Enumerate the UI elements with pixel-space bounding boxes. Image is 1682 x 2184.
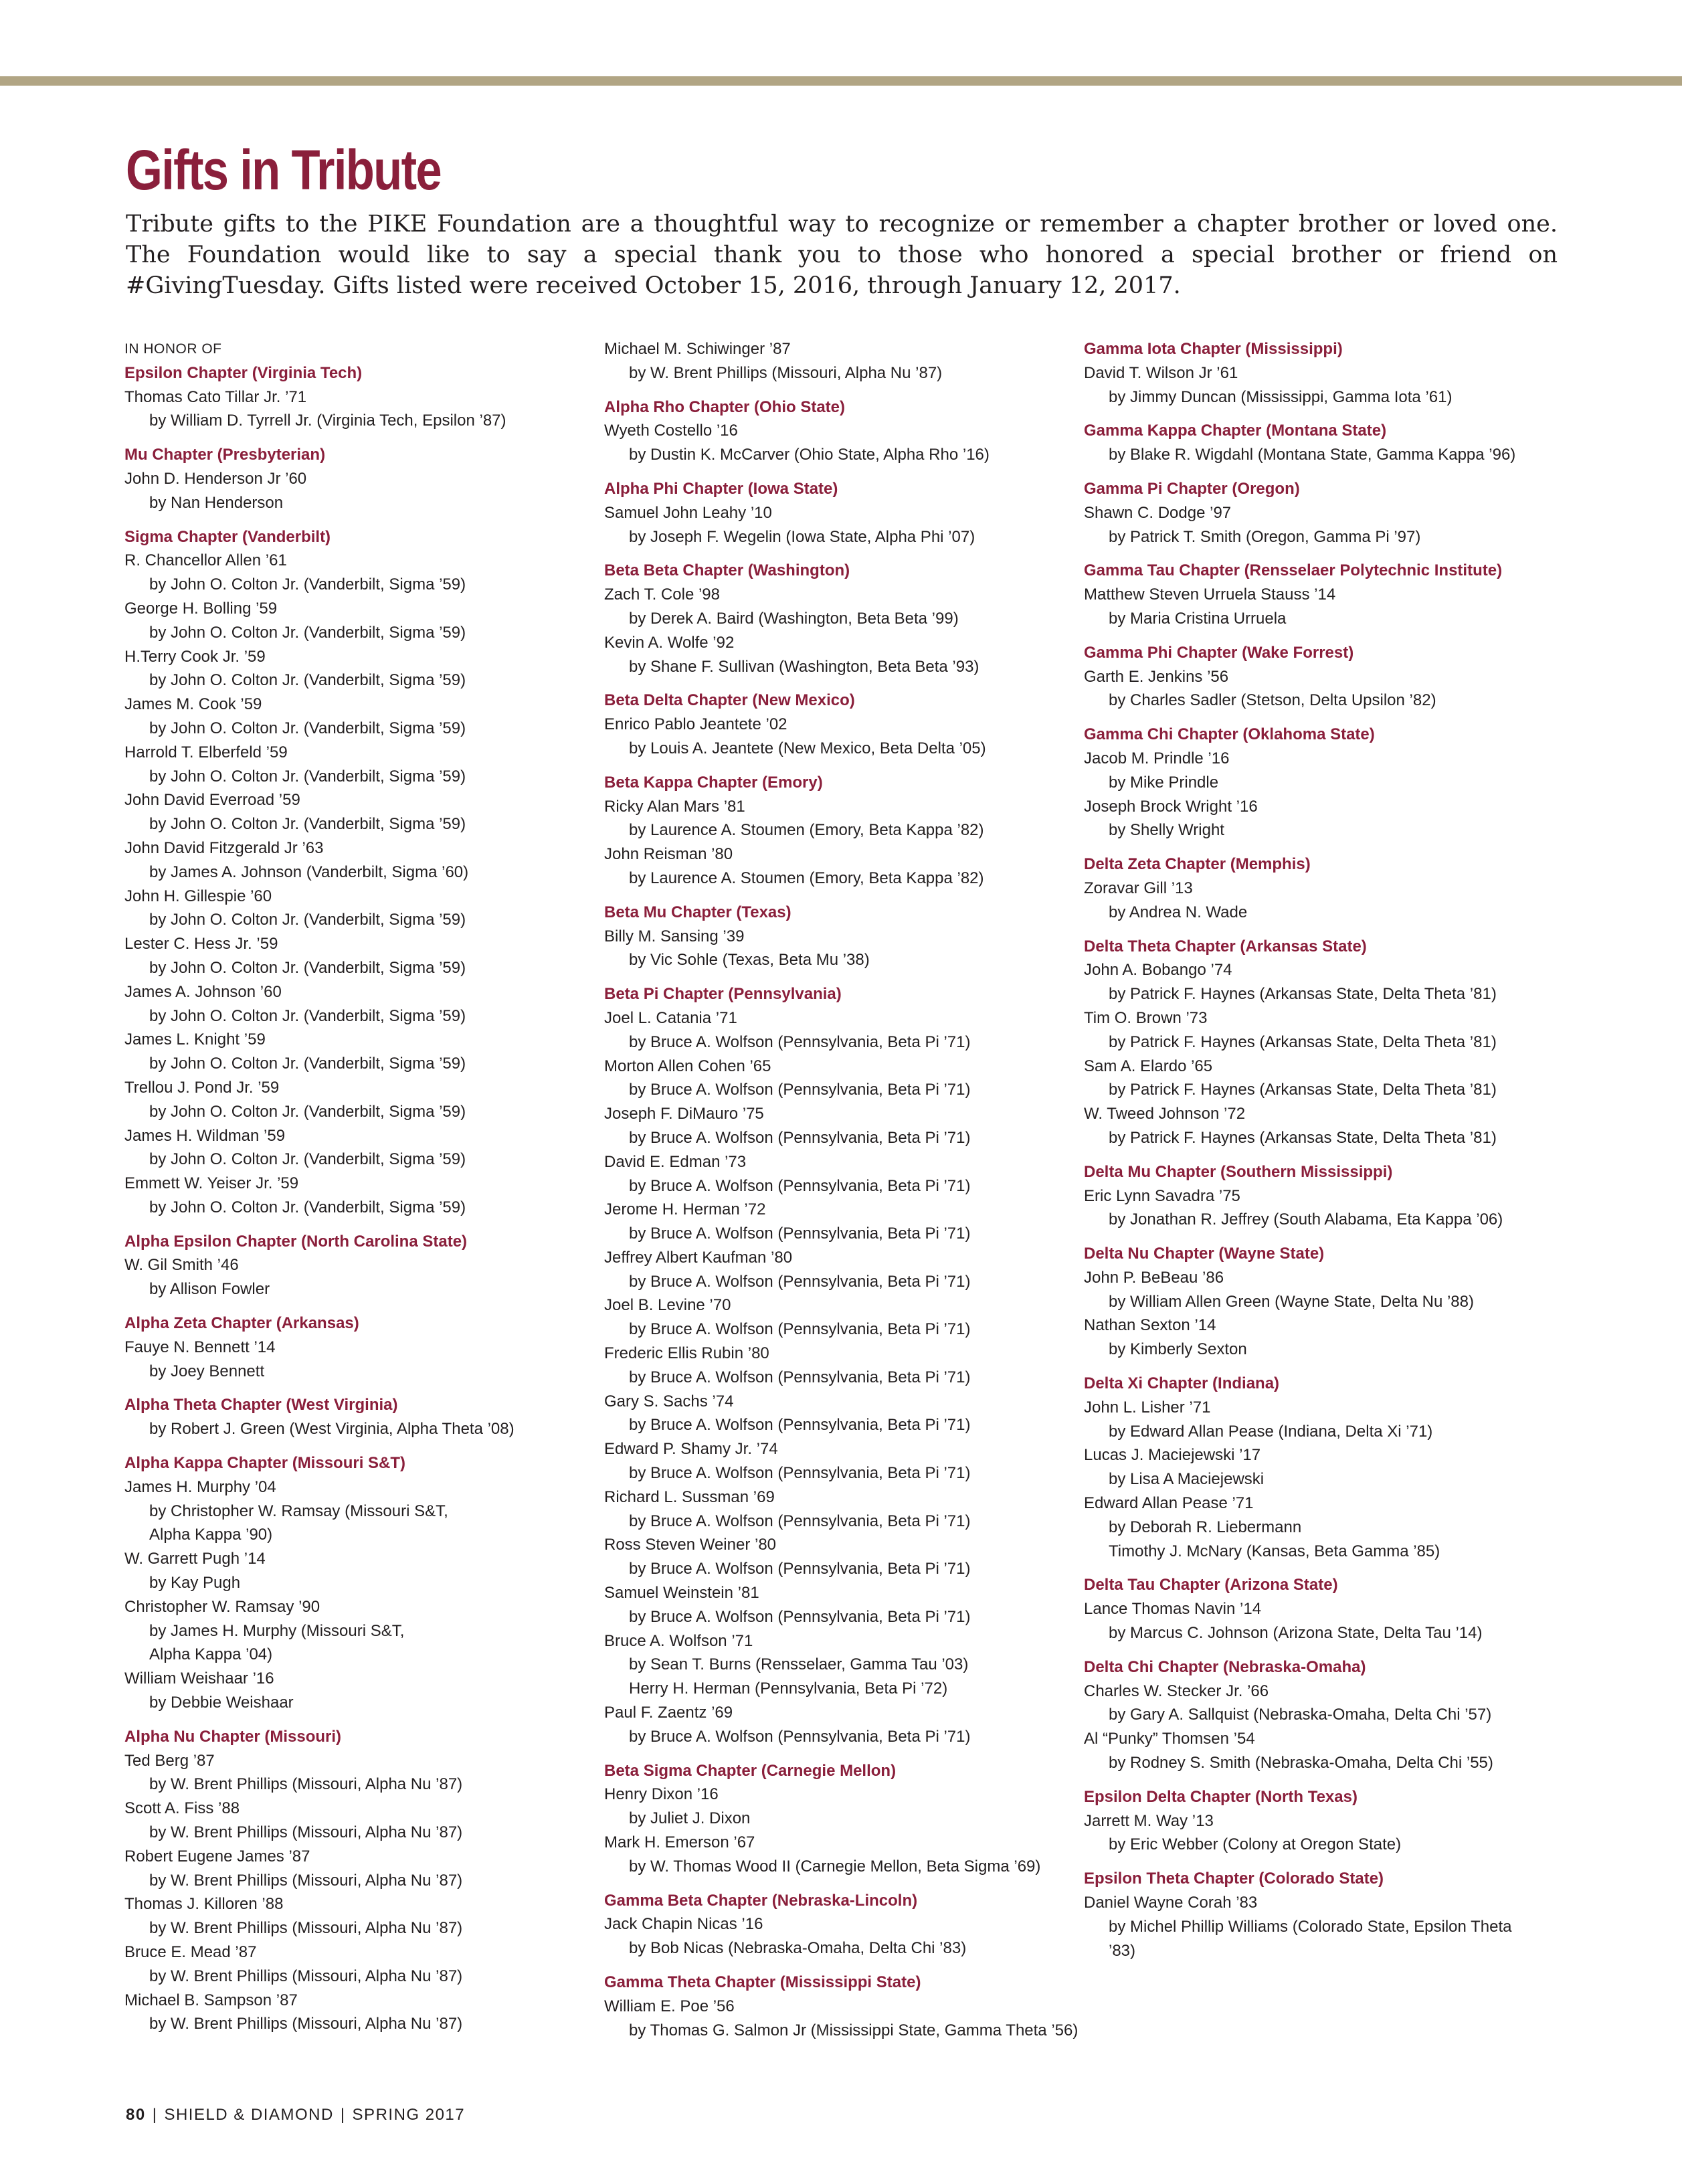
donor-line: by Laurence A. Stoumen (Emory, Beta Kappa ’82)	[629, 821, 984, 840]
honoree-name: Emmett W. Yeiser Jr. ’59	[124, 1174, 299, 1193]
donor-line: by Patrick F. Haynes (Arkansas State, Delta Theta ’81)	[1109, 1032, 1497, 1051]
chapter-section	[1084, 559, 1552, 630]
donor-line: by Nan Henderson	[149, 493, 284, 512]
honoree-name: Zoravar Gill ’13	[1084, 879, 1193, 897]
honoree-name: Joseph Brock Wright ’16	[1084, 797, 1258, 816]
donor-continuation: ’83)	[1109, 1941, 1136, 1960]
donor-line: by Maria Cristina Urruela	[1109, 609, 1287, 628]
chapter-section	[604, 689, 1072, 760]
chapter-heading: Sigma Chapter (Vanderbilt)	[124, 527, 331, 546]
donor-line: by John O. Colton Jr. (Vanderbilt, Sigma ’59)	[149, 575, 466, 594]
chapter-heading: Delta Nu Chapter (Wayne State)	[1084, 1245, 1325, 1263]
donor-line: by James H. Murphy (Missouri S&T,	[149, 1621, 405, 1640]
donor-continuation: Alpha Kappa ’04)	[149, 1645, 273, 1664]
donor-line: by John O. Colton Jr. (Vanderbilt, Sigma ’59)	[149, 623, 466, 642]
chapter-section	[604, 559, 1072, 678]
donor-line: by Blake R. Wigdahl (Montana State, Gamma Kappa ’96)	[1109, 446, 1516, 464]
donor-line: by Bruce A. Wolfson (Pennsylvania, Beta Pi ’71)	[629, 1512, 971, 1530]
honoree-name: James M. Cook ’59	[124, 695, 262, 714]
honoree-name: John L. Lisher ’71	[1084, 1398, 1211, 1417]
donor-line: by Allison Fowler	[149, 1280, 270, 1299]
donor-line: by Louis A. Jeantete (New Mexico, Beta Delta ’05)	[629, 739, 986, 757]
honoree-name: Richard L. Sussman ’69	[604, 1487, 775, 1506]
donor-line: by W. Thomas Wood II (Carnegie Mellon, Beta Sigma ’69)	[629, 1857, 1041, 1876]
honoree-name: H.Terry Cook Jr. ’59	[124, 647, 266, 666]
donor-line: by W. Brent Phillips (Missouri, Alpha Nu ’87)	[629, 363, 943, 382]
chapter-section	[1084, 477, 1552, 549]
donor-line: by Robert J. Green (West Virginia, Alpha Theta ’08)	[149, 1420, 515, 1439]
honoree-name: Bruce E. Mead ’87	[124, 1943, 257, 1961]
honoree-name: Al “Punky” Thomsen ’54	[1084, 1730, 1255, 1748]
honoree-name: William Weishaar ’16	[124, 1669, 274, 1688]
chapter-heading: Delta Mu Chapter (Southern Mississippi)	[1084, 1162, 1393, 1181]
honoree-name: W. Gil Smith ’46	[124, 1256, 239, 1275]
honoree-name: Joel B. Levine ’70	[604, 1296, 731, 1315]
chapter-heading: Alpha Kappa Chapter (Missouri S&T)	[124, 1454, 406, 1473]
chapter-heading: Alpha Phi Chapter (Iowa State)	[604, 479, 838, 498]
honoree-name: Matthew Steven Urruela Stauss ’14	[1084, 585, 1336, 604]
chapter-section	[604, 395, 1072, 467]
chapter-heading: Beta Mu Chapter (Texas)	[604, 903, 791, 921]
footer-separator: |	[340, 2106, 346, 2124]
honoree-name: John H. Gillespie ’60	[124, 887, 272, 905]
honoree-name: John P. BeBeau ’86	[1084, 1268, 1224, 1287]
chapter-heading: Alpha Rho Chapter (Ohio State)	[604, 397, 845, 416]
chapter-section	[1084, 1372, 1552, 1563]
chapter-heading: Alpha Epsilon Chapter (North Carolina State)	[124, 1232, 468, 1251]
honoree-name: Michael B. Sampson ’87	[124, 1991, 298, 2009]
chapter-section	[1084, 1785, 1552, 1857]
chapter-section	[1084, 935, 1552, 1150]
honoree-name: Paul F. Zaentz ’69	[604, 1704, 733, 1722]
chapter-heading: Beta Sigma Chapter (Carnegie Mellon)	[604, 1761, 897, 1780]
honoree-name: Henry Dixon ’16	[604, 1785, 719, 1804]
donor-line: by Lisa A Maciejewski	[1109, 1470, 1265, 1489]
chapter-section	[124, 1393, 593, 1441]
honoree-name: W. Tweed Johnson ’72	[1084, 1105, 1246, 1123]
donor-continuation: Herry H. Herman (Pennsylvania, Beta Pi ’72)	[629, 1679, 948, 1698]
donor-line: by John O. Colton Jr. (Vanderbilt, Sigma ’59)	[149, 1150, 466, 1169]
honoree-name: Charles W. Stecker Jr. ’66	[1084, 1681, 1269, 1700]
honoree-name: Fauye N. Bennett ’14	[124, 1338, 276, 1356]
donor-line: by John O. Colton Jr. (Vanderbilt, Sigma ’59)	[149, 1055, 466, 1073]
chapter-heading: Delta Zeta Chapter (Memphis)	[1084, 855, 1311, 874]
honoree-name: William E. Poe ’56	[604, 1997, 735, 2015]
chapter-section	[604, 771, 1072, 891]
chapter-heading: Gamma Tau Chapter (Rensselaer Polytechnic Institute)	[1084, 561, 1503, 580]
honoree-name: James H. Murphy ’04	[124, 1477, 276, 1496]
honoree-name: R. Chancellor Allen ’61	[124, 551, 287, 570]
chapter-section	[604, 901, 1072, 972]
honoree-name: Jacob M. Prindle ’16	[1084, 749, 1230, 767]
donor-line: by John O. Colton Jr. (Vanderbilt, Sigma ’59)	[149, 671, 466, 690]
donor-line: by Bob Nicas (Nebraska-Omaha, Delta Chi ’83)	[629, 1939, 967, 1958]
donor-line: by Derek A. Baird (Washington, Beta Beta ’99)	[629, 609, 959, 628]
chapter-heading: Mu Chapter (Presbyterian)	[124, 446, 326, 464]
donor-line: by Kimberly Sexton	[1109, 1340, 1247, 1359]
donor-line: by John O. Colton Jr. (Vanderbilt, Sigma ’59)	[149, 719, 466, 737]
honoree-name: Daniel Wayne Corah ’83	[1084, 1894, 1258, 1912]
honoree-name: Gary S. Sachs ’74	[604, 1392, 734, 1410]
chapter-heading: Gamma Chi Chapter (Oklahoma State)	[1084, 725, 1375, 744]
honoree-name: Jarrett M. Way ’13	[1084, 1811, 1214, 1830]
honoree-name: Eric Lynn Savadra ’75	[1084, 1186, 1240, 1205]
donor-line: by John O. Colton Jr. (Vanderbilt, Sigma ’59)	[149, 911, 466, 929]
chapter-section	[1084, 1867, 1552, 1963]
honoree-name: Thomas Cato Tillar Jr. ’71	[124, 387, 307, 406]
donor-line: by William D. Tyrrell Jr. (Virginia Tech, Epsilon ’87)	[149, 412, 506, 430]
honoree-name: Thomas J. Killoren ’88	[124, 1895, 284, 1914]
publication-name: SHIELD & DIAMOND	[164, 2106, 334, 2124]
honoree-name: Billy M. Sansing ’39	[604, 927, 745, 945]
chapter-section	[604, 1971, 1079, 2042]
chapter-section	[124, 1230, 593, 1301]
honoree-name: John David Everroad ’59	[124, 791, 300, 810]
donor-line: by Joey Bennett	[149, 1362, 265, 1380]
donor-line: by Thomas G. Salmon Jr (Mississippi State, Gamma Theta ’56)	[629, 2021, 1079, 2039]
chapter-section	[1084, 337, 1552, 409]
chapter-section	[1084, 1573, 1552, 1645]
honoree-name: Jack Chapin Nicas ’16	[604, 1915, 763, 1934]
donor-line: by William Allen Green (Wayne State, Delta Nu ’88)	[1109, 1292, 1474, 1311]
chapter-section	[1084, 852, 1552, 924]
honoree-name: Shawn C. Dodge ’97	[1084, 503, 1232, 522]
donor-line: by Mike Prindle	[1109, 773, 1219, 792]
chapter-heading: Gamma Phi Chapter (Wake Forrest)	[1084, 643, 1354, 662]
donor-line: by Jonathan R. Jeffrey (South Alabama, Eta Kappa ’06)	[1109, 1210, 1503, 1229]
honoree-name: Enrico Pablo Jeantete ’02	[604, 715, 787, 734]
donor-line: by Jimmy Duncan (Mississippi, Gamma Iota ’61)	[1109, 387, 1453, 406]
honoree-name: Wyeth Costello ’16	[604, 422, 738, 440]
donor-line: by Sean T. Burns (Rensselaer, Gamma Tau ’03)	[629, 1655, 969, 1674]
donor-line: by Shane F. Sullivan (Washington, Beta Beta ’93)	[629, 657, 979, 676]
honoree-name: Michael M. Schiwinger ’87	[604, 340, 791, 358]
donor-line: by W. Brent Phillips (Missouri, Alpha Nu ’87)	[149, 1823, 463, 1842]
honoree-name: Ricky Alan Mars ’81	[604, 797, 745, 816]
chapter-section	[124, 1725, 593, 2036]
honoree-name: Christopher W. Ramsay ’90	[124, 1597, 320, 1616]
chapter-section	[124, 1451, 593, 1715]
donor-line: by John O. Colton Jr. (Vanderbilt, Sigma ’59)	[149, 1102, 466, 1121]
intro-paragraph: Tribute gifts to the PIKE Foundation are a thoughtful way to recognize or remember a chapter brother or loved one. The Foundation would like to say a special thank you to those who honored a special brother or friend on #GivingTuesday. Gifts listed were received October 15, 2016, through January 12, 2017.	[126, 211, 1558, 299]
honoree-name: Zach T. Cole ’98	[604, 585, 720, 604]
donor-line: by Charles Sadler (Stetson, Delta Upsilon ’82)	[1109, 691, 1436, 710]
issue-date: SPRING 2017	[352, 2106, 466, 2124]
donor-line: by Laurence A. Stoumen (Emory, Beta Kappa ’82)	[629, 869, 984, 887]
donor-line: by Bruce A. Wolfson (Pennsylvania, Beta Pi ’71)	[629, 1464, 971, 1483]
donor-line: by W. Brent Phillips (Missouri, Alpha Nu ’87)	[149, 1775, 463, 1794]
donor-line: by Bruce A. Wolfson (Pennsylvania, Beta Pi ’71)	[629, 1081, 971, 1099]
chapter-heading: Beta Delta Chapter (New Mexico)	[604, 691, 855, 710]
chapter-section	[604, 1889, 1072, 1961]
chapter-heading: Epsilon Chapter (Virginia Tech)	[124, 363, 363, 382]
chapter-heading: Alpha Zeta Chapter (Arkansas)	[124, 1314, 359, 1333]
chapter-section	[1084, 641, 1552, 713]
donor-line: by Joseph F. Wegelin (Iowa State, Alpha Phi ’07)	[629, 527, 975, 546]
donor-line: by W. Brent Phillips (Missouri, Alpha Nu ’87)	[149, 2015, 463, 2033]
honoree-name: Samuel John Leahy ’10	[604, 503, 772, 522]
donor-line: by Bruce A. Wolfson (Pennsylvania, Beta Pi ’71)	[629, 1032, 971, 1051]
top-rule	[0, 76, 1682, 86]
donor-line: by John O. Colton Jr. (Vanderbilt, Sigma ’59)	[149, 815, 466, 834]
chapter-heading: Delta Chi Chapter (Nebraska-Omaha)	[1084, 1657, 1366, 1676]
honoree-name: John Reisman ’80	[604, 845, 733, 864]
chapter-section	[1084, 1160, 1552, 1232]
chapter-section	[124, 443, 593, 515]
donor-line: by Bruce A. Wolfson (Pennsylvania, Beta Pi ’71)	[629, 1272, 971, 1291]
chapter-section	[124, 525, 593, 1220]
chapter-heading: Beta Beta Chapter (Washington)	[604, 561, 850, 580]
chapter-section	[1084, 1655, 1552, 1775]
chapter-heading: Beta Pi Chapter (Pennsylvania)	[604, 985, 842, 1004]
honoree-name: Edward P. Shamy Jr. ’74	[604, 1440, 778, 1459]
honoree-name: James L. Knight ’59	[124, 1030, 266, 1049]
honoree-name: Tim O. Brown ’73	[1084, 1008, 1208, 1027]
donor-line: by Bruce A. Wolfson (Pennsylvania, Beta Pi ’71)	[629, 1176, 971, 1195]
honoree-name: W. Garrett Pugh ’14	[124, 1550, 266, 1568]
section-label: IN HONOR OF	[124, 341, 222, 357]
chapter-section	[1084, 419, 1552, 467]
honoree-name: Kevin A. Wolfe ’92	[604, 633, 735, 652]
donor-line: by James A. Johnson (Vanderbilt, Sigma ’60)	[149, 862, 469, 881]
honoree-name: Mark H. Emerson ’67	[604, 1833, 755, 1852]
donor-line: by W. Brent Phillips (Missouri, Alpha Nu ’87)	[149, 1967, 463, 1985]
chapter-heading: Alpha Theta Chapter (West Virginia)	[124, 1396, 398, 1415]
honoree-name: Jerome H. Herman ’72	[604, 1200, 766, 1219]
donor-line: by Patrick F. Haynes (Arkansas State, Delta Theta ’81)	[1109, 1128, 1497, 1147]
honoree-name: Joel L. Catania ’71	[604, 1008, 737, 1027]
honoree-name: Robert Eugene James ’87	[124, 1847, 310, 1865]
chapter-section	[604, 337, 1072, 385]
donor-line: by Bruce A. Wolfson (Pennsylvania, Beta Pi ’71)	[629, 1368, 971, 1386]
donor-line: by W. Brent Phillips (Missouri, Alpha Nu ’87)	[149, 1919, 463, 1938]
donor-line: by Bruce A. Wolfson (Pennsylvania, Beta Pi ’71)	[629, 1416, 971, 1435]
chapter-heading: Delta Tau Chapter (Arizona State)	[1084, 1576, 1338, 1595]
donor-line: by Michel Phillip Williams (Colorado State, Epsilon Theta	[1109, 1917, 1512, 1936]
honoree-name: John David Fitzgerald Jr ’63	[124, 838, 324, 857]
donor-line: by John O. Colton Jr. (Vanderbilt, Sigma ’59)	[149, 1198, 466, 1216]
donor-line: by Bruce A. Wolfson (Pennsylvania, Beta Pi ’71)	[629, 1128, 971, 1147]
donor-line: by Marcus C. Johnson (Arizona State, Delta Tau ’14)	[1109, 1624, 1483, 1643]
donor-line: by Debbie Weishaar	[149, 1694, 294, 1712]
honoree-name: Sam A. Elardo ’65	[1084, 1057, 1213, 1075]
donor-line: by Bruce A. Wolfson (Pennsylvania, Beta Pi ’71)	[629, 1224, 971, 1243]
donor-line: by Rodney S. Smith (Nebraska-Omaha, Delta Chi ’55)	[1109, 1754, 1493, 1772]
honoree-name: Harrold T. Elberfeld ’59	[124, 743, 288, 761]
donor-line: by Gary A. Sallquist (Nebraska-Omaha, Delta Chi ’57)	[1109, 1706, 1492, 1724]
donor-line: by Bruce A. Wolfson (Pennsylvania, Beta Pi ’71)	[629, 1727, 971, 1746]
chapter-section	[124, 1311, 593, 1383]
honoree-name: John D. Henderson Jr ’60	[124, 469, 307, 488]
donor-line: by Bruce A. Wolfson (Pennsylvania, Beta Pi ’71)	[629, 1607, 971, 1626]
donor-line: by Patrick T. Smith (Oregon, Gamma Pi ’97)	[1109, 527, 1421, 546]
honoree-name: Garth E. Jenkins ’56	[1084, 667, 1229, 686]
honoree-name: Jeffrey Albert Kaufman ’80	[604, 1248, 793, 1267]
page-title: Gifts in Tribute	[126, 139, 441, 201]
honoree-name: Bruce A. Wolfson ’71	[604, 1631, 753, 1650]
honoree-name: James H. Wildman ’59	[124, 1126, 286, 1145]
chapter-section	[1084, 1242, 1552, 1362]
chapter-heading: Gamma Theta Chapter (Mississippi State)	[604, 1973, 921, 1991]
honoree-name: Samuel Weinstein ’81	[604, 1584, 759, 1603]
chapter-section	[604, 982, 1072, 1749]
chapter-section	[1084, 723, 1552, 842]
chapter-heading: Gamma Pi Chapter (Oregon)	[1084, 479, 1300, 498]
chapter-section	[604, 477, 1072, 549]
honoree-name: Lance Thomas Navin ’14	[1084, 1600, 1262, 1619]
donor-line: by W. Brent Phillips (Missouri, Alpha Nu ’87)	[149, 1871, 463, 1890]
honoree-name: David T. Wilson Jr ’61	[1084, 363, 1238, 382]
donor-line: by John O. Colton Jr. (Vanderbilt, Sigma ’59)	[149, 767, 466, 786]
honoree-name: Ross Steven Weiner ’80	[604, 1536, 777, 1554]
honoree-name: Ted Berg ’87	[124, 1751, 215, 1770]
donor-line: by Eric Webber (Colony at Oregon State)	[1109, 1835, 1402, 1854]
honoree-name: John A. Bobango ’74	[1084, 961, 1232, 980]
chapter-heading: Delta Xi Chapter (Indiana)	[1084, 1374, 1280, 1393]
donor-line: by Andrea N. Wade	[1109, 903, 1248, 921]
honoree-name: Scott A. Fiss ’88	[124, 1799, 240, 1818]
donor-line: by Deborah R. Liebermann	[1109, 1518, 1302, 1536]
chapter-heading: Gamma Kappa Chapter (Montana State)	[1084, 422, 1387, 440]
donor-line: by Bruce A. Wolfson (Pennsylvania, Beta Pi ’71)	[629, 1560, 971, 1578]
chapter-heading: Beta Kappa Chapter (Emory)	[604, 773, 823, 792]
donor-line: by Dustin K. McCarver (Ohio State, Alpha Rho ’16)	[629, 446, 990, 464]
donor-line: by John O. Colton Jr. (Vanderbilt, Sigma ’59)	[149, 1006, 466, 1025]
chapter-heading: Epsilon Delta Chapter (North Texas)	[1084, 1787, 1358, 1806]
honoree-name: Lucas J. Maciejewski ’17	[1084, 1446, 1261, 1465]
chapter-heading: Alpha Nu Chapter (Missouri)	[124, 1727, 342, 1746]
donor-line: by John O. Colton Jr. (Vanderbilt, Sigma ’59)	[149, 958, 466, 977]
donor-line: by Vic Sohle (Texas, Beta Mu ’38)	[629, 951, 870, 970]
chapter-heading: Gamma Iota Chapter (Mississippi)	[1084, 340, 1343, 358]
column-2	[604, 337, 1079, 2052]
donor-continuation: Timothy J. McNary (Kansas, Beta Gamma ’85)	[1109, 1542, 1440, 1560]
chapter-section	[124, 361, 593, 433]
donor-line: by Patrick F. Haynes (Arkansas State, Delta Theta ’81)	[1109, 985, 1497, 1004]
chapter-section	[604, 1759, 1072, 1879]
chapter-heading: Gamma Beta Chapter (Nebraska-Lincoln)	[604, 1891, 918, 1910]
donor-line: by Shelly Wright	[1109, 821, 1224, 840]
honoree-name: Frederic Ellis Rubin ’80	[604, 1344, 769, 1363]
donor-line: by Christopher W. Ramsay (Missouri S&T,	[149, 1502, 448, 1520]
honoree-name: Joseph F. DiMauro ’75	[604, 1105, 764, 1123]
honoree-name: James A. Johnson ’60	[124, 982, 282, 1001]
donor-line: by Patrick F. Haynes (Arkansas State, Delta Theta ’81)	[1109, 1081, 1497, 1099]
honoree-name: George H. Bolling ’59	[124, 599, 278, 618]
column-1	[124, 337, 593, 2046]
chapter-heading: Delta Theta Chapter (Arkansas State)	[1084, 937, 1367, 955]
page-footer	[126, 2106, 465, 2124]
honoree-name: Morton Allen Cohen ’65	[604, 1057, 771, 1075]
footer-separator: |	[152, 2106, 158, 2124]
donor-continuation: Alpha Kappa ’90)	[149, 1526, 273, 1544]
page-number: 80	[126, 2106, 146, 2124]
donor-line: by Kay Pugh	[149, 1574, 241, 1592]
chapter-heading: Epsilon Theta Chapter (Colorado State)	[1084, 1870, 1384, 1888]
honoree-name: David E. Edman ’73	[604, 1152, 747, 1171]
donor-line: by Bruce A. Wolfson (Pennsylvania, Beta Pi ’71)	[629, 1320, 971, 1339]
donor-line: by Juliet J. Dixon	[629, 1809, 751, 1828]
honoree-name: Nathan Sexton ’14	[1084, 1316, 1216, 1335]
column-3	[1084, 337, 1552, 1973]
honoree-name: Trellou J. Pond Jr. ’59	[124, 1078, 280, 1097]
honoree-name: Edward Allan Pease ’71	[1084, 1494, 1254, 1513]
donor-line: by Edward Allan Pease (Indiana, Delta Xi ’71)	[1109, 1422, 1433, 1441]
honoree-name: Lester C. Hess Jr. ’59	[124, 935, 278, 953]
